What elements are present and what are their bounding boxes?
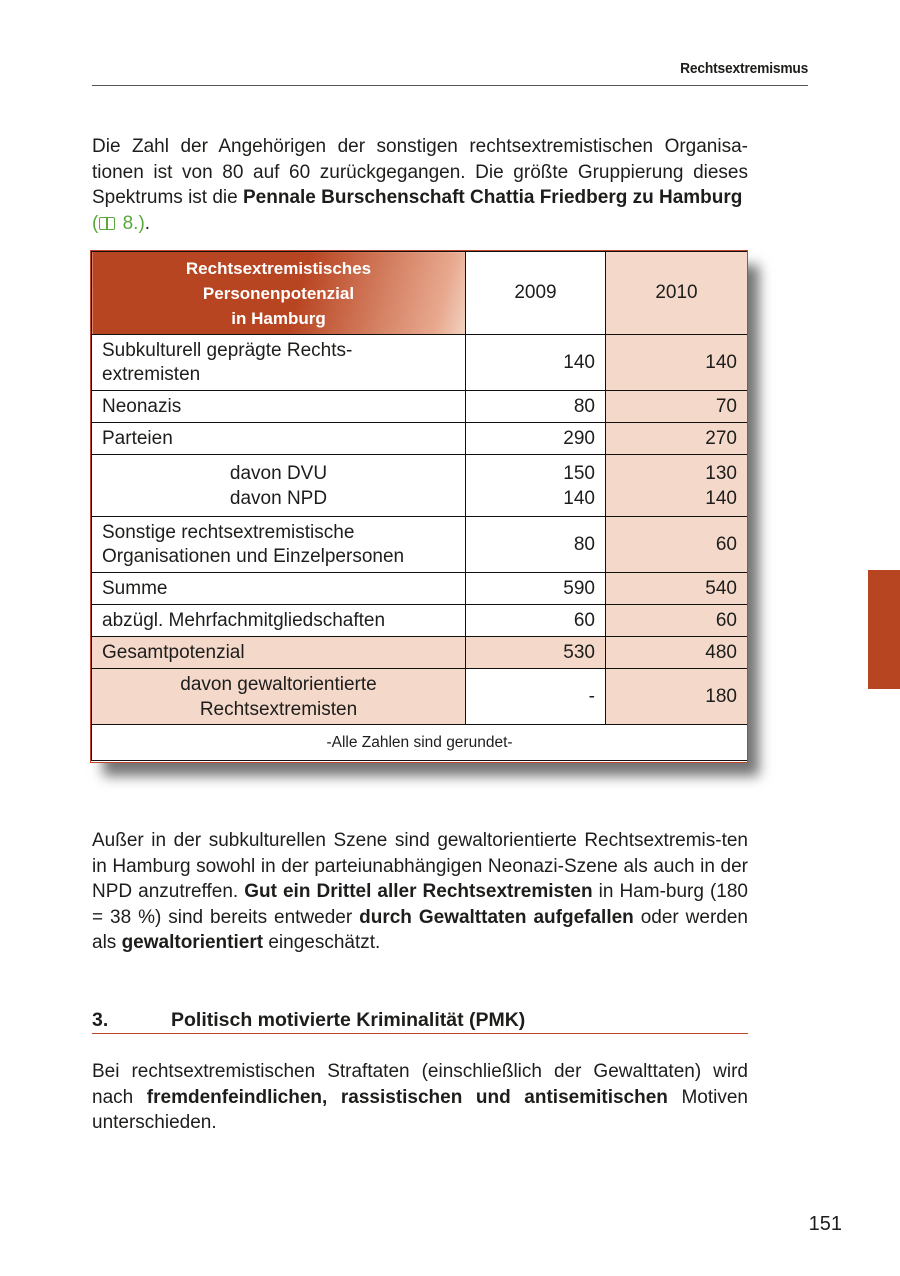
- cell-2010: 60: [606, 517, 748, 573]
- body-paragraph-2: [92, 828, 748, 956]
- para-text: Motiven unterschieden.: [92, 1086, 749, 1133]
- table-header-title: [92, 252, 466, 335]
- personenpotenzial-table: [91, 251, 748, 761]
- cell-2009: 80: [466, 517, 606, 573]
- header-line: Personenpotenzial: [202, 283, 355, 303]
- row-label: abzügl. Mehrfachmitgliedschaften: [92, 605, 466, 637]
- cell-2010: 480: [606, 637, 748, 669]
- para-bold: Gut ein Drittel aller Rechtsextremisten: [244, 881, 593, 902]
- page-number: 151: [808, 1213, 842, 1235]
- cell-2009: 80: [466, 391, 606, 423]
- xref-label: 8.): [122, 212, 145, 234]
- header-line: in Hamburg: [231, 308, 326, 328]
- cell-2009: 60: [466, 605, 606, 637]
- cell-2009: -: [466, 669, 606, 725]
- book-icon: [99, 217, 115, 230]
- table-row: [92, 335, 748, 391]
- para-text: Bei rechtsextremistischen Straftaten (einschließlich der Gewalttaten) wird nach: [92, 1061, 748, 1108]
- section-number: 3.: [92, 1009, 109, 1031]
- table-row: [92, 573, 748, 605]
- header-line: Rechtsextremistisches: [185, 258, 372, 278]
- para-text: oder werden als: [92, 906, 749, 953]
- table-row: [92, 455, 748, 517]
- table-footnote: -Alle Zahlen sind gerundet-: [92, 725, 748, 761]
- cell-2010: 60: [606, 605, 748, 637]
- para-text: in Ham-burg (180 = 38 %) sind bereits entweder: [92, 881, 749, 928]
- running-title: Rechtsextremismus: [679, 60, 808, 77]
- cross-reference-link[interactable]: [92, 213, 145, 234]
- cell-2009: 290: [466, 423, 606, 455]
- para-bold: fremdenfeindlichen, rassistischen und antisemitischen: [146, 1086, 668, 1108]
- section-heading: [92, 1007, 748, 1034]
- table-row: [92, 423, 748, 455]
- para-bold: durch Gewalttaten aufgefallen: [359, 906, 634, 928]
- intro-trailing: .: [144, 212, 151, 234]
- intro-bold: Pennale Burschenschaft Chattia Friedberg zu Hamburg: [243, 187, 743, 208]
- cell-2010: 540: [606, 573, 748, 605]
- cell-2010: 130 140: [606, 455, 748, 517]
- table-footnote-row: [92, 725, 748, 761]
- column-header-2009: 2009: [466, 252, 606, 335]
- personenpotenzial-table-box: [91, 251, 747, 762]
- row-label: davon gewaltorientierte Rechtsextremisten: [92, 669, 466, 725]
- row-label: Sonstige rechtsextremistische Organisationen und Einzelpersonen: [92, 517, 466, 573]
- row-label: Parteien: [92, 423, 466, 455]
- row-label: Gesamtpotenzial: [92, 637, 466, 669]
- cell-2010: 270: [606, 423, 748, 455]
- para-text: eingeschätzt.: [263, 932, 381, 953]
- table-header-row: [92, 252, 748, 335]
- table-row: [92, 517, 748, 573]
- cell-2009: 530: [466, 637, 606, 669]
- chapter-thumb-tab: [868, 570, 900, 689]
- cell-2010: 70: [606, 391, 748, 423]
- para-text: Außer in der subkulturellen Szene sind gewaltorientierte Rechtsextremis-ten in Hamburg sowohl in der parteiunabhängigen Neonazi-Szene als auch in der NPD anzutreffen.: [92, 830, 748, 902]
- table-row: [92, 605, 748, 637]
- xref-paren: (: [92, 212, 99, 234]
- cell-2010: 140: [606, 335, 748, 391]
- intro-paragraph: [92, 134, 748, 236]
- row-label: Summe: [92, 573, 466, 605]
- row-label: Neonazis: [92, 391, 466, 423]
- running-header: [92, 60, 808, 86]
- cell-2009: 150 140: [466, 455, 606, 517]
- section-title: Politisch motivierte Kriminalität (PMK): [171, 1009, 526, 1031]
- para-bold: gewaltorientiert: [121, 932, 264, 953]
- cell-2009: 140: [466, 335, 606, 391]
- cell-2010: 180: [606, 669, 748, 725]
- table-row: [92, 391, 748, 423]
- cell-2009: 590: [466, 573, 606, 605]
- row-sub-labels: davon DVU davon NPD: [92, 455, 466, 517]
- row-label: Subkulturell geprägte Rechts- extremisten: [92, 335, 466, 391]
- column-header-2010: 2010: [606, 252, 748, 335]
- intro-text: Die Zahl der Angehörigen der sonstigen rechtsextremistischen Organisa-tionen ist von 80 auf 60 zurückgegangen. Die größte Gruppierung dieses Spektrums ist die: [92, 136, 748, 208]
- table-row: [92, 637, 748, 669]
- table-row: [92, 669, 748, 725]
- body-paragraph-3: [92, 1059, 748, 1136]
